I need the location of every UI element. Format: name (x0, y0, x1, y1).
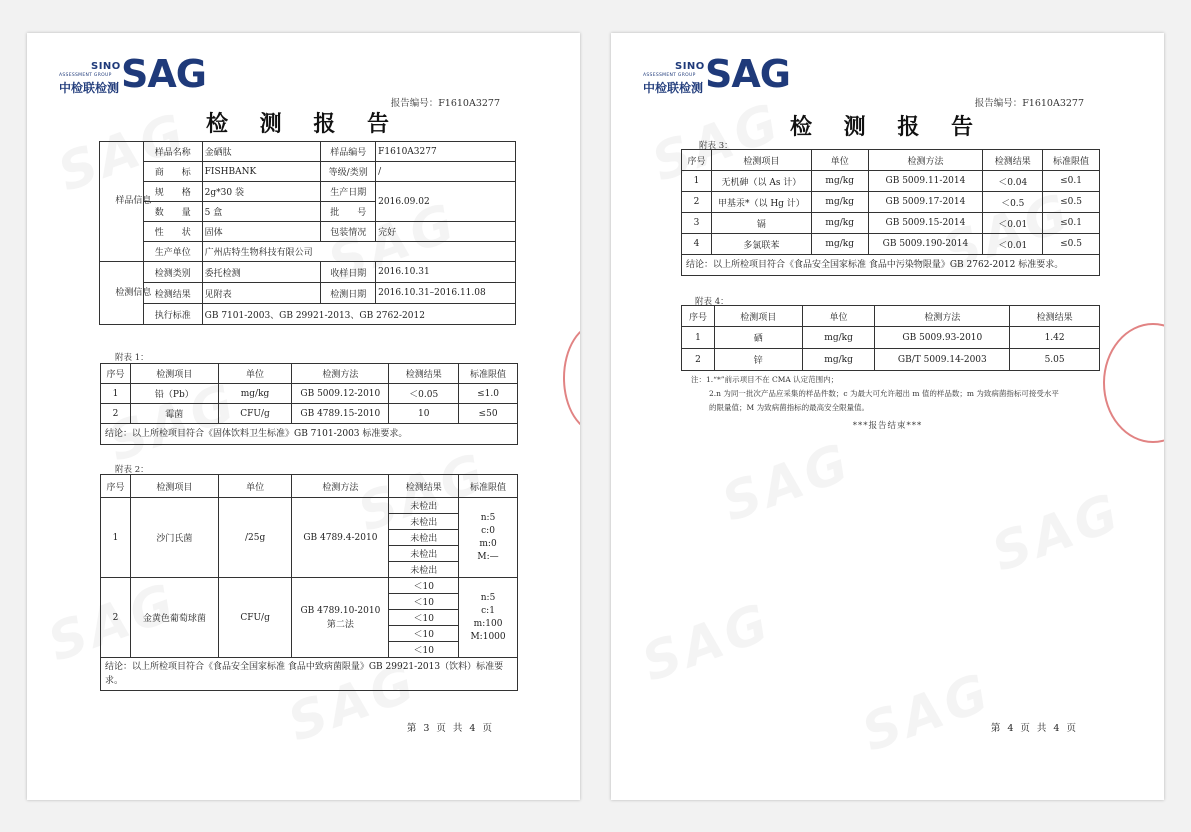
report-title: 检 测 报 告 (206, 111, 401, 137)
watermark (715, 432, 860, 534)
trademark: FISHBANK (202, 162, 321, 182)
sample-info-section-label: 样品信息 (100, 142, 144, 262)
sag-logo: SINO ASSESSMENT GROUP 中检联检测 SAG (643, 52, 790, 96)
table2: 序号 检测项目 单位 检测方法 检测结果 标准限值 1 沙门氏菌 /25g GB 4789.4-2010 未检出 n:5 c:0 m:0 M:— 未检出 未检出 未检出 未检出 2 金黄色葡萄球菌 CFU/g GB 4789.10-2010 第二法 ＜10 n:5 c:1 m:100 M:1000 ＜10 ＜10 ＜10 ＜10 结论：以上所检项目符合《食品安全国家标准 食品中致病菌限量》GB 29921-2013（饮料）标准要求。 (100, 474, 518, 691)
test-result: 见附表 (202, 283, 321, 304)
production-date: 2016.09.02 (376, 182, 516, 222)
grade: / (376, 162, 516, 182)
watermark (635, 592, 780, 694)
page-number: 第 4 页 共 4 页 (990, 723, 1078, 734)
table3: 序号 检测项目 单位 检测方法 检测结果 标准限值 1 无机砷（以 As 计） mg/kg GB 5009.11-2014 ＜0.04 ≤0.1 2 甲基汞*（以 Hg 计） mg/kg GB 5009.17-2014 ＜0.5 ≤0.5 3 镉 mg/kg GB 5009.15-2014 ＜0.01 ≤0.1 4 多氯联苯 mg/kg GB 5009.190-2014 ＜0.01 ≤0.5 结论：以上所检项目符合《食品安全国家标准 食品中污染物限量》GB 2762-2012 标准要求。 (681, 149, 1100, 276)
table3-conclusion: 结论：以上所检项目符合《食品安全国家标准 食品中污染物限量》GB 2762-2012 标准要求。 (682, 255, 1100, 276)
table-row: 2 金黄色葡萄球菌 CFU/g GB 4789.10-2010 第二法 ＜10 n:5 c:1 m:100 M:1000 (101, 578, 518, 594)
producer: 广州店特生物科技有限公司 (202, 242, 515, 262)
table4-caption: 附表 4： (695, 297, 729, 307)
table-row: 2 霉菌 CFU/g GB 4789.15-2010 10 ≤50 (101, 404, 518, 424)
table-row: 2 锌 mg/kg GB/T 5009.14-2003 5.05 (682, 349, 1100, 371)
report-page-4 (611, 33, 1164, 800)
table1: 序号 检测项目 单位 检测方法 检测结果 标准限值 1 铅（Pb） mg/kg GB 5009.12-2010 ＜0.05 ≤1.0 2 霉菌 CFU/g GB 4789.15-2010 10 ≤50 结论：以上所检项目符合《固体饮料卫生标准》GB 7101-2003 标准要求。 (100, 363, 518, 445)
footnote-3: 的限量值；M 为致病菌指标的最高安全限量值。 (709, 403, 870, 412)
sample-name: 金硒肽 (202, 142, 321, 162)
sample-number: F1610A3277 (376, 142, 516, 162)
state: 固体 (202, 222, 321, 242)
table-row: 1 硒 mg/kg GB 5009.93-2010 1.42 (682, 327, 1100, 349)
table-row: 2 甲基汞*（以 Hg 计） mg/kg GB 5009.17-2014 ＜0.5 ≤0.5 (682, 192, 1100, 213)
report-number: 报告编号：F1610A3277 (974, 98, 1084, 109)
report-end: ***报告结束*** (852, 421, 923, 431)
standard: GB 7101-2003、GB 29921-2013、GB 2762-2012 (202, 304, 515, 325)
table-row: 4 多氯联苯 mg/kg GB 5009.190-2014 ＜0.01 ≤0.5 (682, 234, 1100, 255)
table-row: 1 铅（Pb） mg/kg GB 5009.12-2010 ＜0.05 ≤1.0 (101, 384, 518, 404)
table4: 序号 检测项目 单位 检测方法 检测结果 1 硒 mg/kg GB 5009.93-2010 1.42 2 锌 mg/kg GB/T 5009.14-2003 5.05 (681, 305, 1100, 371)
report-title: 检 测 报 告 (790, 114, 985, 140)
sample-info-table: 样品信息 样品名称 金硒肽 样品编号 F1610A3277 商 标 FISHBANK 等级/类别 / 规 格 2g*30 袋 生产日期 2016.09.02 数 量 5 盒 批 号 性 状 固体 包装情况 完好 生产单位 广州店特生物科技有限公司 检测信息 检测类别 委托检测 收样日期 2016.10.31 检测结果 见附表 检测日期 2016.10.31–2016.11.08 执行标准 GB 7101-2003、GB 29921-2013、GB 2762-2012 (99, 141, 516, 325)
table-row: 3 镉 mg/kg GB 5009.15-2014 ＜0.01 ≤0.1 (682, 213, 1100, 234)
test-info-section-label: 检测信息 (100, 262, 144, 325)
test-date: 2016.10.31–2016.11.08 (376, 283, 516, 304)
table2-conclusion: 结论：以上所检项目符合《食品安全国家标准 食品中致病菌限量》GB 29921-2013（饮料）标准要求。 (101, 658, 518, 691)
specification: 2g*30 袋 (202, 182, 321, 202)
sag-logo: SINO ASSESSMENT GROUP 中检联检测 SAG (59, 52, 206, 96)
table1-caption: 附表 1： (115, 353, 149, 363)
packing: 完好 (376, 222, 516, 242)
page-number: 第 3 页 共 4 页 (406, 723, 494, 734)
receive-date: 2016.10.31 (376, 262, 516, 283)
report-page-3 (27, 33, 580, 800)
footnote-2: 2.n 为同一批次产品应采集的样品件数；c 为最大可允许超出 m 值的样品数；m 为致病菌指标可接受水平 (709, 389, 1059, 398)
quantity: 5 盒 (202, 202, 321, 222)
table3-caption: 附表 3： (699, 141, 733, 151)
report-number: 报告编号：F1610A3277 (390, 98, 500, 109)
watermark (855, 662, 1000, 764)
table2-caption: 附表 2： (115, 465, 149, 475)
table1-conclusion: 结论：以上所检项目符合《固体饮料卫生标准》GB 7101-2003 标准要求。 (101, 424, 518, 445)
footnote-1: 注：1.“*”前示项目不在 CMA 认定范围内； (691, 375, 839, 384)
table-row: 1 沙门氏菌 /25g GB 4789.4-2010 未检出 n:5 c:0 m:0 M:— (101, 498, 518, 514)
red-seal-stamp (563, 323, 580, 433)
table-row: 1 无机砷（以 As 计） mg/kg GB 5009.11-2014 ＜0.04 ≤0.1 (682, 171, 1100, 192)
watermark (985, 482, 1130, 584)
test-type: 委托检测 (202, 262, 321, 283)
